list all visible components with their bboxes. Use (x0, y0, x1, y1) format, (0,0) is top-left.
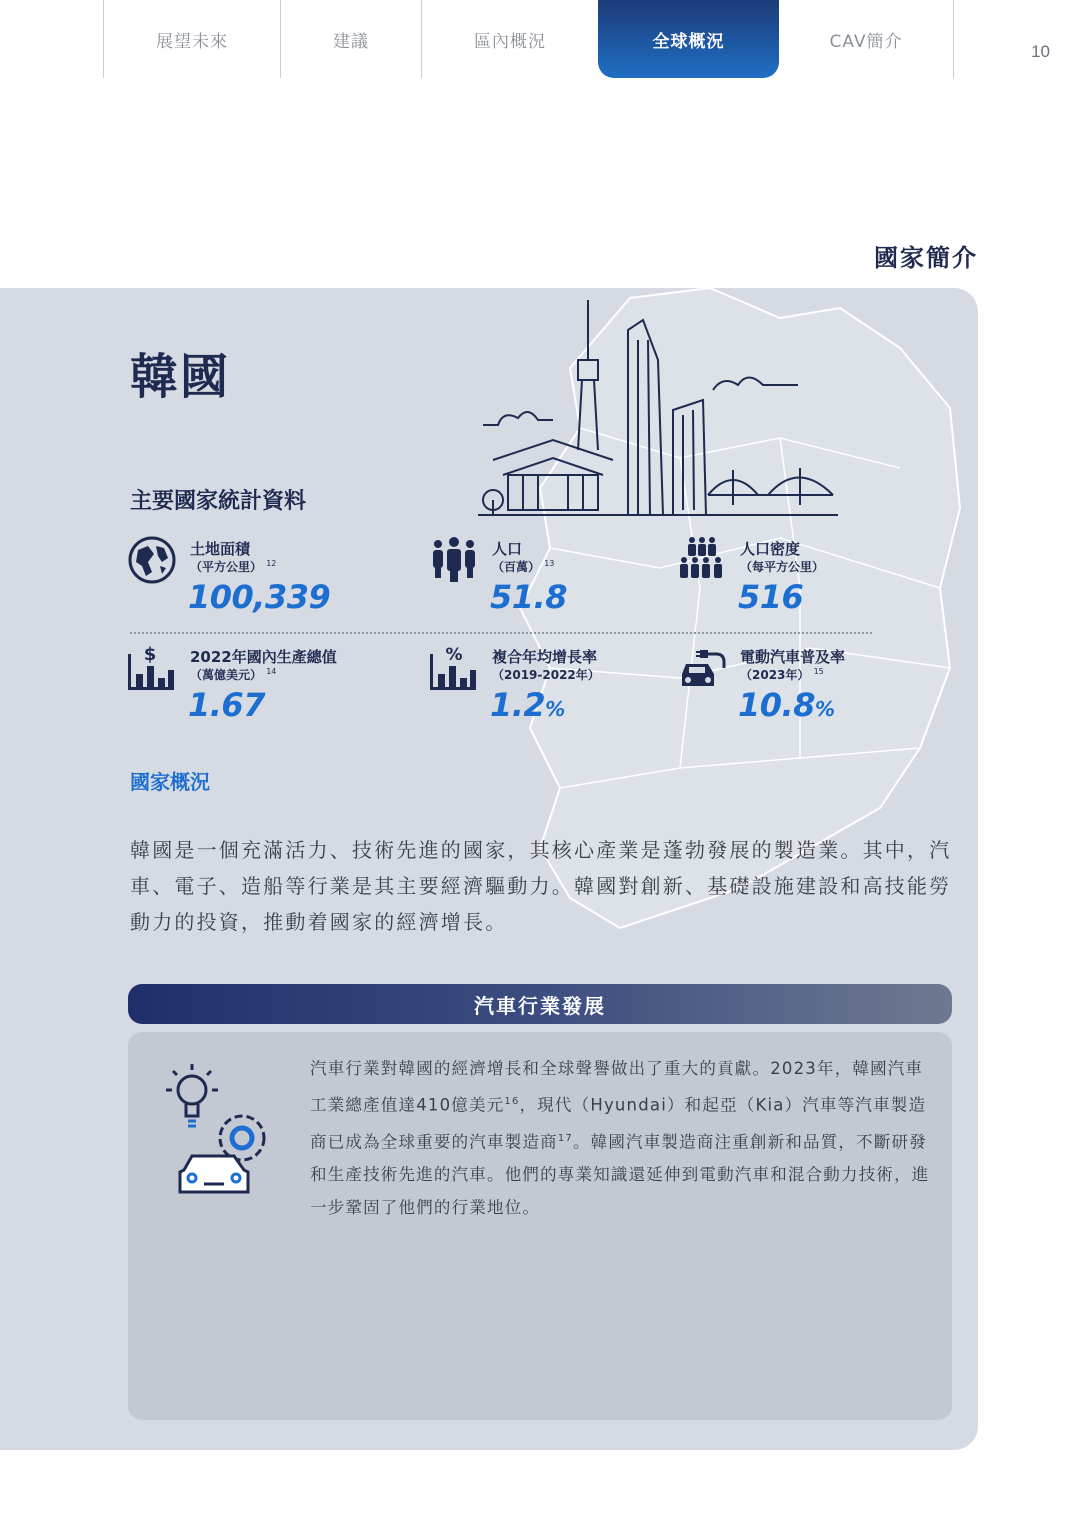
page-number: 10 (1031, 42, 1050, 61)
stat-sub: （2023年） $^{15}$ (740, 667, 824, 682)
nav-divider (953, 0, 954, 78)
innovation-car-icon (156, 1060, 286, 1200)
tab-regional-overview[interactable]: 區內概況 (474, 31, 546, 52)
stat-label: 人口 (492, 540, 523, 558)
tab-global-overview[interactable]: 全球概況 (598, 0, 779, 78)
svg-text:$: $ (143, 644, 157, 665)
stat-value: 516 (738, 578, 804, 616)
stat-sub: （2019-2022年） (492, 668, 600, 682)
stat-value: 1.2% (490, 686, 565, 724)
stat-ev-penetration (678, 642, 938, 732)
auto-industry-box (128, 1032, 952, 1420)
country-panel (0, 288, 978, 1450)
dollar-chart-icon (128, 644, 176, 692)
svg-text:%: % (445, 645, 463, 665)
stat-value: 1.67 (188, 686, 265, 724)
stat-population-density (678, 534, 938, 624)
people-icon (430, 536, 478, 584)
stat-label: 土地面積 (190, 540, 251, 558)
stat-sub: （平方公里） $^{12}$ (190, 559, 277, 574)
tab-outlook[interactable]: 展望未來 (156, 31, 228, 52)
stat-sub: （萬億美元） $^{14}$ (190, 667, 277, 682)
globe-icon (128, 536, 176, 584)
stat-sub: （百萬） $^{13}$ (492, 559, 555, 574)
country-name: 韓國 (130, 349, 231, 405)
section-title: 國家簡介 (874, 244, 978, 272)
percent-chart-icon (430, 644, 478, 692)
stat-label: 人口密度 (740, 540, 801, 558)
stat-label: 2022年國內生產總值 (190, 648, 337, 666)
top-nav (0, 0, 1080, 80)
stat-value: 51.8 (490, 578, 567, 616)
overview-paragraph: 韓國是一個充滿活力、技術先進的國家，其核心產業是蓬勃發展的製造業。其中，汽車、電子、造船等行業是其主要經濟驅動力。韓國對創新、基礎設施建設和高技能勞動力的投資，推動着國家的經濟增長。 (130, 838, 952, 934)
stat-value: 10.8% (738, 686, 835, 724)
stat-gdp (128, 642, 388, 732)
ev-car-icon (678, 644, 726, 692)
seoul-skyline-icon (478, 300, 838, 520)
stat-value: 100,339 (188, 578, 331, 616)
stats-divider (130, 632, 872, 634)
stat-land-area (128, 534, 388, 624)
stat-population (430, 534, 690, 624)
stats-heading: 主要國家統計資料 (130, 489, 307, 514)
stat-label: 電動汽車普及率 (740, 648, 846, 666)
tab-recommendations[interactable]: 建議 (333, 31, 369, 52)
tab-cav-intro[interactable]: CAV簡介 (829, 31, 903, 52)
auto-industry-paragraph: 汽車行業對韓國的經濟增長和全球聲譽做出了重大的貢獻。2023年，韓國汽車工業總產值達410億美元$^{16}$，現代（Hyundai）和起亞（Kia）汽車等汽車製造商已成為全球重要的汽車製造商$^{17}$。韓國汽車製造商注重創新和品質，不斷研發和生產技術先進的汽車。他們的專業知識還延伸到電動汽車和混合動力技術，進一步鞏固了他們的行業地位。 (310, 1059, 930, 1217)
stat-label: 複合年均增長率 (492, 648, 598, 666)
auto-industry-heading: 汽車行業發展 (128, 984, 952, 1024)
overview-heading: 國家概況 (130, 770, 210, 794)
crowd-icon (678, 536, 726, 584)
stat-cagr (430, 642, 690, 732)
stat-sub: （每平方公里） (740, 560, 825, 574)
